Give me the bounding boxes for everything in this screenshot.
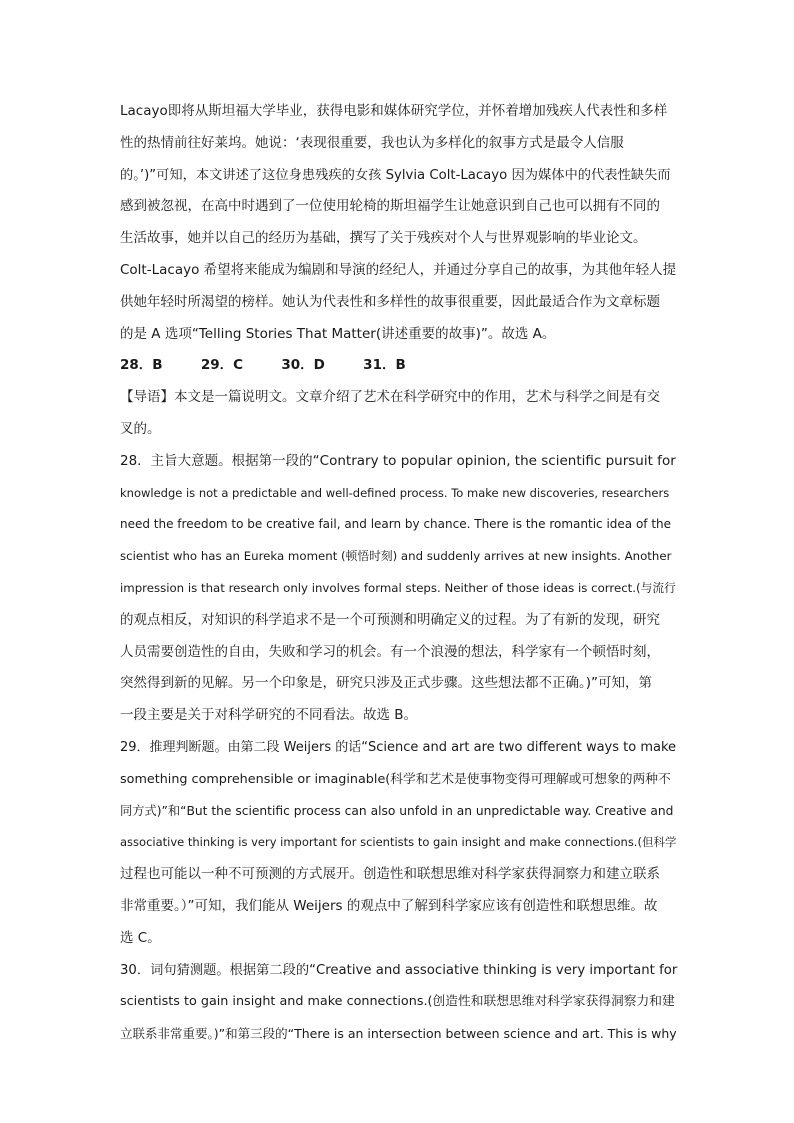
answer-30: 30．D (281, 357, 325, 374)
text-line: 感到被忽视，在高中时遇到了一位使用轮椅的斯坦福学生让她意识到自己也可以拥有不同的 (120, 198, 660, 215)
text-line: 30．词句猜测题。根据第二段的“Creative and associative thinking is very important for (120, 962, 678, 978)
text-line: 28．主旨大意题。根据第一段的“Contrary to popular opinion, the scientific pursuit for (120, 452, 676, 469)
text-line: 的。’)”可知，本文讲述了这位身患残疾的女孩 Sylvia Colt-Lacayo 因为媒体中的代表性缺失而 (120, 167, 671, 183)
answer-31: 31．B (363, 357, 406, 374)
text-line: something comprehensible or imaginable(科学和艺术是使事物变得可理解或可想象的两种不 (120, 771, 671, 787)
text-line: 立联系非常重要。)”和第三段的“There is an intersection between science and art. This is why (120, 1026, 677, 1042)
text-line: 性的热情前往好莱坞。她说：‘表现很重要，我也认为多样化的叙事方式是最令人信服 (120, 134, 624, 151)
text-line: 生活故事，她并以自己的经历为基础，撰写了关于残疾对个人与世界观影响的毕业论文。 (120, 230, 647, 247)
answer-29: 29．C (200, 357, 244, 374)
text-line: 同方式)”和“But the scientific process can also unfold in an unpredictable way. Creative and (120, 803, 674, 818)
answer-28: 28．B (120, 357, 163, 374)
text-line: 叉的。 (120, 420, 161, 437)
text-line: 【导语】本文是一篇说明文。文章介绍了艺术在科学研究中的作用，艺术与科学之间是有交 (120, 389, 660, 406)
text-line: 供她年轻时所渴望的榜样。她认为代表性和多样性的故事很重要，因此最适合作为文章标题 (120, 293, 660, 310)
text-line: scientists to gain insight and make connections.(创造性和联想思维对科学家获得洞察力和建 (120, 994, 675, 1010)
text-line: associative thinking is very important for scientists to gain insight and make connections.(但科学 (120, 835, 677, 850)
text-line: impression is that research only involves formal steps. Neither of those ideas is correct.(与流行 (120, 580, 676, 595)
text-line: 突然得到新的见解。另一个印象是，研究只涉及正式步骤。这些想法都不正确。)”可知，第 (120, 675, 653, 692)
text-line: Lacayo即将从斯坦福大学毕业，获得电影和媒体研究学位，并怀着增加残疾人代表性和多样 (120, 103, 668, 119)
answer-key (120, 350, 680, 382)
text-line: knowledge is not a predictable and well-defined process. To make new discoveries, researchers (120, 485, 670, 500)
text-line: 非常重要。）”可知，我们能从 Weijers 的观点中了解到科学家应该有创造性和联想思维。故 (120, 897, 658, 914)
text-line: Colt-Lacayo 希望将来能成为编剧和导演的经纪人，并通过分享自己的故事，为其他年轻人提 (120, 261, 677, 278)
text-line: 过程也可能以一种不可预测的方式展开。创造性和联想思维对科学家获得洞察力和建立联系 (120, 866, 660, 883)
text-line: 29．推理判断题。由第二段 Weijers 的话“Science and art are two different ways to make (120, 739, 677, 755)
document-page (120, 96, 680, 1050)
text-line: 人员需要创造性的自由，失败和学习的机会。有一个浪漫的想法，科学家有一个顿悟时刻， (120, 643, 660, 660)
text-line: 选 C。 (120, 929, 161, 946)
text-line: 的是 A 选项“Telling Stories That Matter(讲述重要的故事)”。故选 A。 (120, 325, 556, 342)
text-line: 一段主要是关于对科学研究的不同看法。故选 B。 (120, 707, 418, 724)
text-line: scientist who has an Eureka moment (顿悟时刻) and suddenly arrives at new insights. Another (120, 549, 672, 564)
text-line: 的观点相反，对知识的科学追求不是一个可预测和明确定义的过程。为了有新的发现，研究 (120, 611, 660, 628)
text-line: need the freedom to be creative fail, and learn by chance. There is the romantic idea of the (120, 517, 672, 532)
